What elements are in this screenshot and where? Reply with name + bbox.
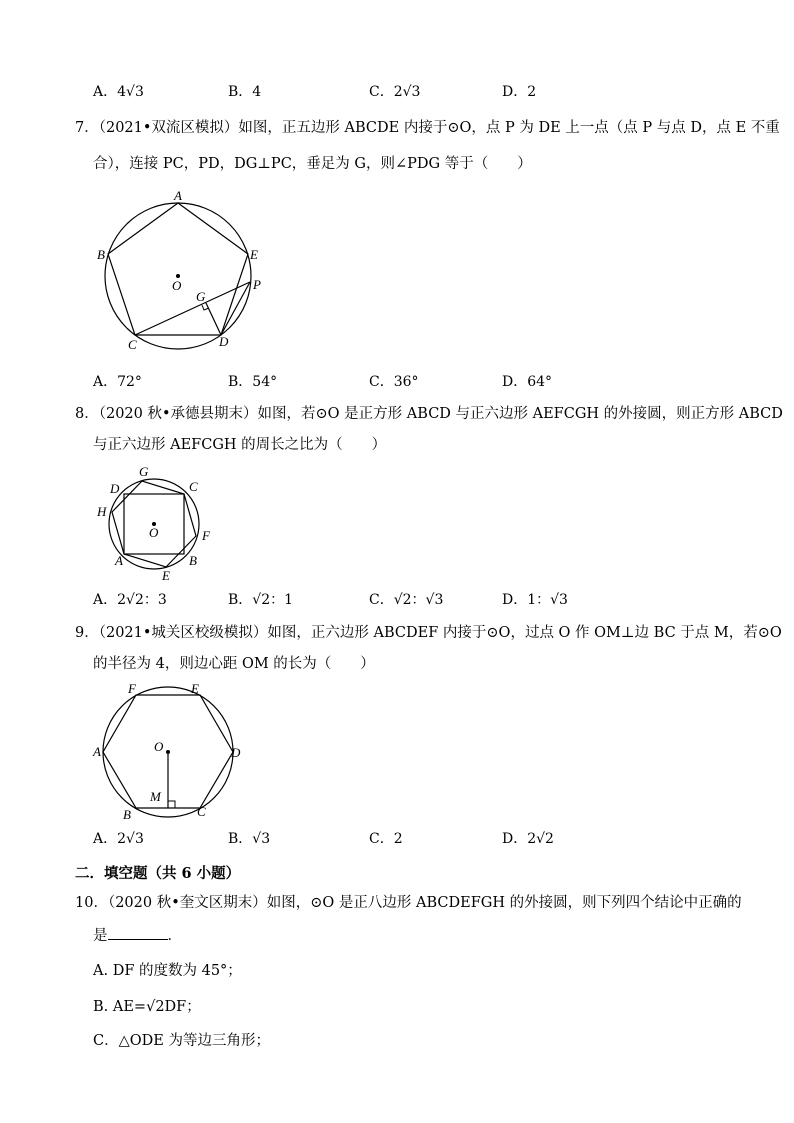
q7-line-pc (135, 282, 250, 335)
q8-label-a: A (115, 553, 123, 568)
q9-right-angle-mark (168, 801, 175, 808)
q7-label-e: E (250, 247, 258, 262)
q9-label-d: D (231, 745, 241, 760)
q9-label-e: E (191, 681, 199, 696)
q8-figure-square-hexagon (92, 462, 222, 586)
q7-option-a: A．72° (93, 374, 142, 390)
q10-prefix: 是 (93, 928, 108, 944)
q7-stem-line1: 7．（2021•双流区模拟）如图，正五边形 ABCDE 内接于⊙O，点 P 为 DE 上一点（点 P 与点 D，点 E 不重 (75, 120, 780, 136)
q8-label-d: D (110, 481, 120, 496)
q6-option-d: D．2 (502, 84, 537, 100)
q9-label-a: A (93, 744, 101, 759)
q7-label-a: A (174, 188, 182, 203)
q9-figure-hexagon (90, 680, 250, 822)
q8-option-a: A．2√2：3 (93, 592, 167, 608)
q9-option-d: D．2√2 (502, 831, 554, 847)
q8-stem-line1: 8．（2020 秋•承德县期末）如图，若⊙O 是正方形 ABCD 与正六边形 AEFCGH 的外接圆，则正方形 ABCD (75, 406, 783, 422)
q10-stem-line1: 10．（2020 秋•奎文区期末）如图，⊙O 是正八边形 ABCDEFGH 的外接圆，则下列四个结论中正确的 (75, 895, 742, 911)
q10-item-a: A. DF 的度数为 45°； (93, 963, 242, 979)
q9-stem-line2: 的半径为 4，则边心距 OM 的长为（ ） (93, 656, 375, 672)
q8-option-c: C．√2：√3 (369, 592, 444, 608)
q8-label-h: H (97, 504, 107, 519)
q9-option-a: A．2√3 (93, 831, 144, 847)
q9-option-b: B．√3 (228, 831, 271, 847)
q8-label-c: C (189, 479, 198, 494)
q7-figure-pentagon (92, 186, 272, 352)
q9-center-dot (166, 750, 170, 754)
q8-stem-line2: 与正六边形 AEFCGH 的周长之比为（ ） (93, 437, 387, 453)
q9-option-c: C．2 (369, 831, 403, 847)
q7-stem-line2: 合），连接 PC，PD，DG⊥PC，垂足为 G，则∠PDG 等于（ ） (93, 156, 532, 172)
q7-label-o: O (172, 278, 182, 293)
q8-label-f: F (202, 528, 210, 543)
q8-label-o: O (149, 525, 159, 540)
q9-label-o: O (154, 739, 164, 754)
q8-label-b: B (189, 553, 197, 568)
q8-option-d: D．1：√3 (502, 592, 568, 608)
q9-label-m: M (150, 789, 161, 804)
q7-label-c: C (128, 337, 137, 352)
q9-label-b: B (123, 807, 131, 822)
q7-option-c: C．36° (369, 374, 419, 390)
q10-item-c: C．△ODE 为等边三角形； (93, 1033, 270, 1049)
q7-label-p: P (253, 277, 261, 292)
q6-option-b: B．4 (228, 84, 262, 100)
q7-label-d: D (219, 334, 229, 349)
q8-label-g: G (139, 464, 149, 479)
q8-option-b: B．√2：1 (228, 592, 294, 608)
q10-stem-line2 (93, 925, 182, 946)
q7-option-d: D．64° (502, 374, 553, 390)
q10-answer-blank[interactable] (108, 925, 168, 940)
q7-label-b: B (97, 247, 105, 262)
q7-option-b: B．54° (228, 374, 278, 390)
q9-label-f: F (128, 681, 136, 696)
q7-label-g: G (196, 289, 206, 304)
q9-stem-line1: 9．（2021•城关区校级模拟）如图，正六边形 ABCDEF 内接于⊙O，过点 O 作 OM⊥边 BC 于点 M，若⊙O (75, 625, 782, 641)
section-title-fill-in: 二．填空题（共 6 小题） (75, 865, 241, 882)
q6-option-a: A．4√3 (93, 84, 144, 100)
q8-label-e: E (162, 568, 170, 583)
q6-option-c: C．2√3 (369, 84, 421, 100)
q10-suffix: ． (167, 928, 182, 944)
q10-item-b: B. AE=√2DF； (93, 999, 201, 1015)
q9-label-c: C (197, 804, 206, 819)
